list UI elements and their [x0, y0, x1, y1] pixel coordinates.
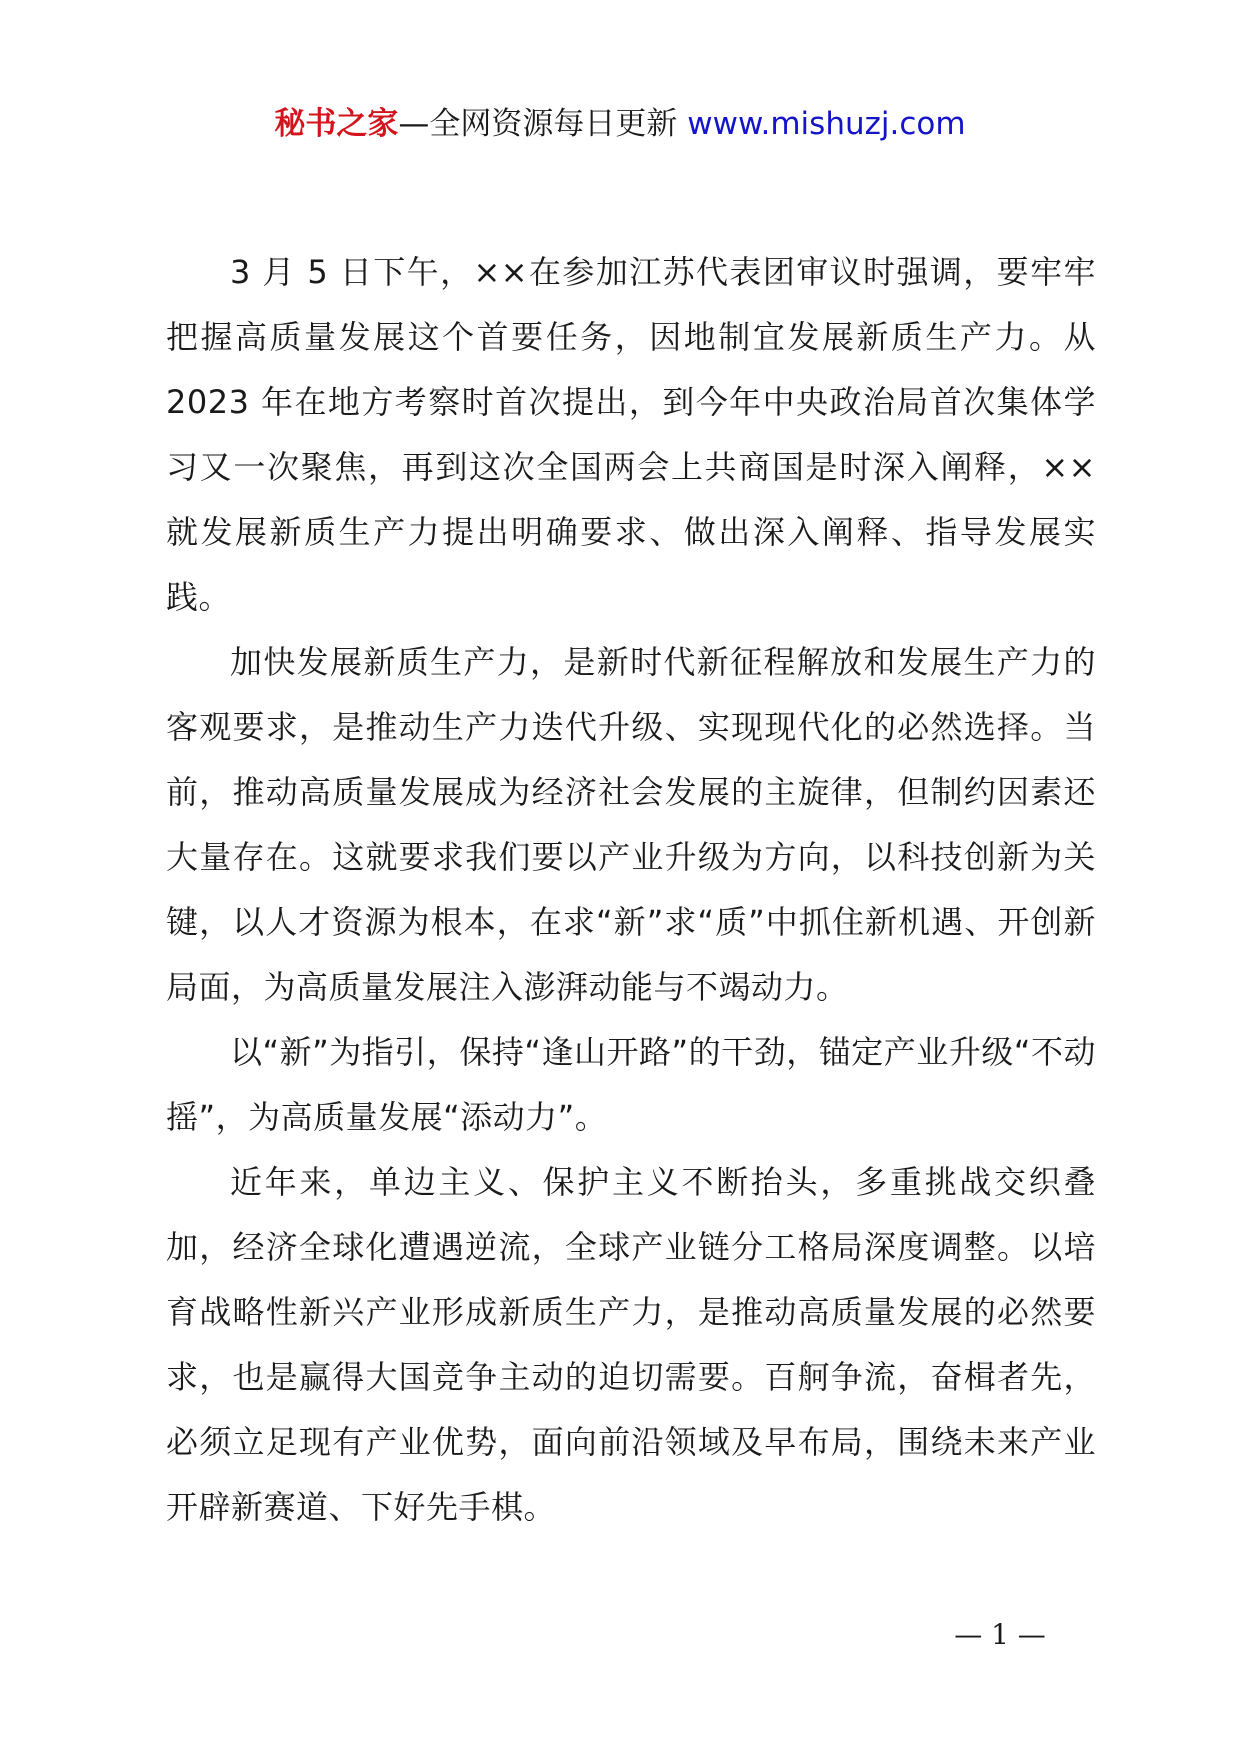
page-number: — 1 — — [954, 1618, 1046, 1651]
document-body — [166, 240, 1096, 1540]
paragraph-3: 以“新”为指引，保持“逢山开路”的干劲，锚定产业升级“不动摇”，为高质量发展“添动力”。 — [166, 1033, 1096, 1136]
page-header — [0, 100, 1240, 148]
header-tagline: —全网资源每日更新 — [398, 106, 688, 142]
paragraph-1: 3 月 5 日下午，××在参加江苏代表团审议时强调，要牢牢把握高质量发展这个首要任务，因地制宜发展新质生产力。从 2023 年在地方考察时首次提出，到今年中央政治局首次集体学习又一次聚焦，再到这次全国两会上共商国是时深入阐释，××就发展新质生产力提出明确要求、做出深入阐释、指导发展实践。 — [166, 253, 1096, 616]
brand-name: 秘书之家 — [274, 106, 399, 142]
paragraph-4: 近年来，单边主义、保护主义不断抬头，多重挑战交织叠加，经济全球化遭遇逆流，全球产业链分工格局深度调整。以培育战略性新兴产业形成新质生产力，是推动高质量发展的必然要求，也是赢得大国竞争主动的迫切需要。百舸争流，奋楫者先，必须立足现有产业优势，面向前沿领域及早布局，围绕未来产业开辟新赛道、下好先手棋。 — [166, 1163, 1096, 1526]
website-link[interactable]: www.mishuzj.com — [687, 106, 966, 142]
paragraph-2: 加快发展新质生产力，是新时代新征程解放和发展生产力的客观要求，是推动生产力迭代升级、实现现代化的必然选择。当前，推动高质量发展成为经济社会发展的主旋律，但制约因素还大量存在。这就要求我们要以产业升级为方向，以科技创新为关键，以人才资源为根本，在求“新”求“质”中抓住新机遇、开创新局面，为高质量发展注入澎湃动能与不竭动力。 — [166, 643, 1096, 1006]
